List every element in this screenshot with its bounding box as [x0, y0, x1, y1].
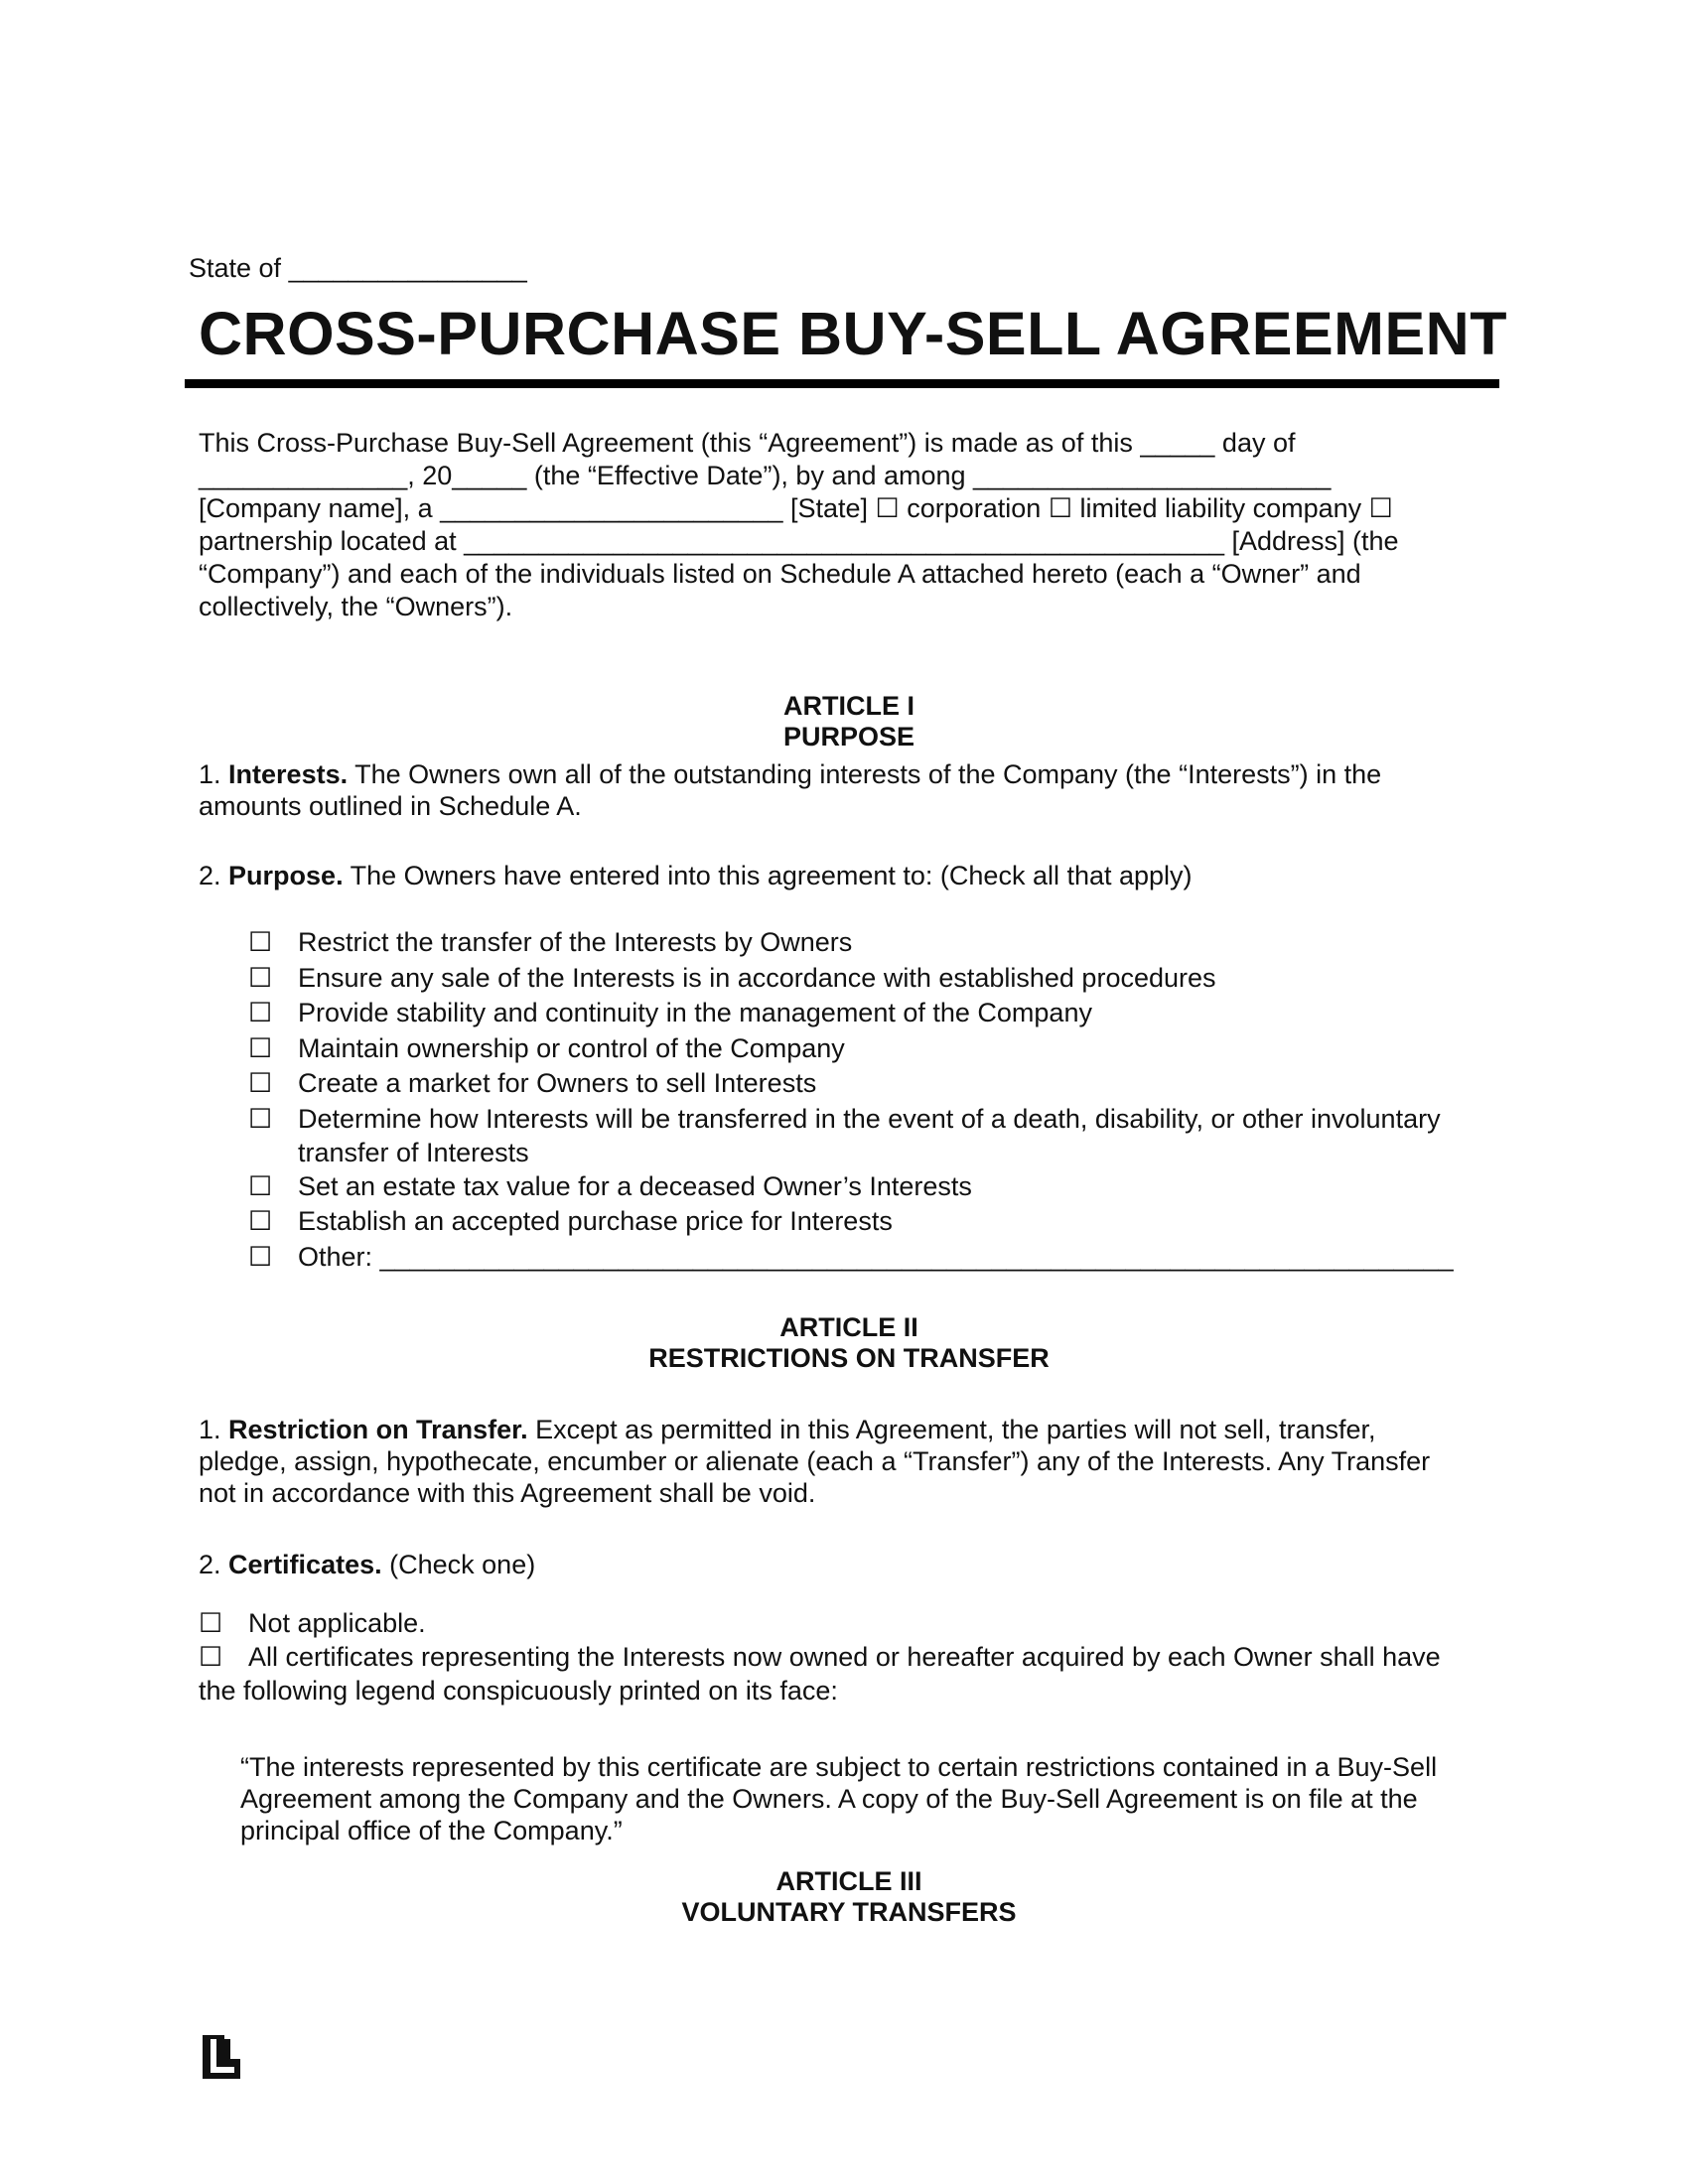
section-text: The Owners have entered into this agreement to: (Check all that apply)	[350, 861, 1193, 890]
intro-line: ______________, 20_____ (the “Effective Date”), by and among ________________________	[199, 461, 1332, 490]
checkbox[interactable]: ☐	[248, 1206, 273, 1236]
article-1-name: PURPOSE	[782, 722, 915, 751]
section-label: Certificates.	[228, 1550, 382, 1579]
checklist-item	[248, 1204, 1499, 1240]
purpose-checklist	[248, 925, 1499, 1275]
checklist-item	[248, 1066, 1499, 1102]
checklist-item	[248, 1169, 1499, 1205]
section-number: 2.	[199, 861, 221, 890]
intro-line: “Company”) and each of the individuals listed on Schedule A attached hereto (each a “Owner” and	[199, 559, 1361, 589]
legend-line: “The interests represented by this certificate are subject to certain restrictions contained in a Buy-Sell	[240, 1752, 1438, 1782]
checklist-item	[248, 1240, 1499, 1276]
checklist-item-label: Restrict the transfer of the Interests by Owners	[298, 927, 853, 957]
checklist-item-label: transfer of Interests	[298, 1137, 529, 1167]
article-3-heading	[199, 1866, 1499, 1928]
article-2-name: RESTRICTIONS ON TRANSFER	[648, 1343, 1050, 1373]
article-2-heading	[199, 1312, 1499, 1374]
checkbox[interactable]: ☐	[199, 1608, 223, 1638]
checklist-item	[248, 961, 1499, 997]
checklist-item-label: Provide stability and continuity in the management of the Company	[298, 998, 1092, 1027]
section-interests	[199, 758, 1499, 822]
section-number: 1.	[199, 1415, 221, 1444]
section-label: Purpose.	[228, 861, 344, 890]
legend-line: Agreement among the Company and the Owners. A copy of the Buy-Sell Agreement is on file at the	[240, 1784, 1418, 1814]
document-title: CROSS-PURCHASE BUY-SELL AGREEMENT	[199, 300, 1507, 367]
intro-line: [Company name], a _______________________ [State] ☐ corporation ☐ limited liability company ☐	[199, 493, 1393, 523]
intro-line: This Cross-Purchase Buy-Sell Agreement (this “Agreement”) is made as of this _____ day of	[199, 428, 1296, 458]
section-text: (Check one)	[389, 1550, 536, 1579]
checklist-item	[248, 1102, 1499, 1169]
certificate-option-legend	[199, 1640, 1499, 1707]
option-label: Not applicable.	[248, 1608, 426, 1638]
checkbox[interactable]: ☐	[248, 962, 273, 993]
checkbox[interactable]: ☐	[248, 1241, 273, 1272]
section-purpose	[199, 860, 1499, 891]
option-label: All certificates representing the Interests now owned or hereafter acquired by each Owner shall have	[248, 1642, 1441, 1672]
article-1-number: ARTICLE I	[783, 691, 914, 721]
checklist-item	[248, 1031, 1499, 1067]
certificate-legend-quote	[240, 1751, 1491, 1846]
legend-line: principal office of the Company.”	[240, 1816, 623, 1845]
title-underline	[185, 379, 1499, 388]
intro-line: partnership located at ___________________________________________________ [Address] (the	[199, 526, 1399, 556]
intro-line: collectively, the “Owners”).	[199, 592, 513, 621]
checkbox[interactable]: ☐	[248, 1068, 273, 1098]
checklist-item-label: Other: ________________________________________________________________________	[298, 1241, 1454, 1272]
checkbox[interactable]: ☐	[248, 1032, 273, 1063]
article-2-number: ARTICLE II	[779, 1312, 918, 1342]
section-text: The Owners own all of the outstanding interests of the Company (the “Interests”) in the	[354, 759, 1382, 789]
section-text: amounts outlined in Schedule A.	[199, 791, 582, 821]
checkbox[interactable]: ☐	[248, 927, 273, 957]
section-restriction-on-transfer	[199, 1414, 1499, 1509]
section-text: pledge, assign, hypothecate, encumber or alienate (each a “Transfer”) any of the Interests. Any Transfer	[199, 1446, 1431, 1476]
certificate-option-not-applicable	[199, 1606, 1499, 1640]
checklist-item	[248, 925, 1499, 961]
checklist-item-label: Determine how Interests will be transferred in the event of a death, disability, or other involuntary	[298, 1103, 1441, 1134]
checkbox[interactable]: ☐	[248, 1170, 273, 1201]
checkbox[interactable]: ☐	[248, 998, 273, 1027]
checklist-item-label: Set an estate tax value for a deceased Owner’s Interests	[298, 1170, 972, 1201]
checkbox[interactable]: ☐	[199, 1642, 223, 1672]
checklist-item-label: Establish an accepted purchase price for Interests	[298, 1206, 893, 1236]
checklist-item	[248, 996, 1499, 1031]
checklist-item-label: Maintain ownership or control of the Company	[298, 1032, 845, 1063]
article-3-name: VOLUNTARY TRANSFERS	[681, 1897, 1017, 1927]
state-line: State of ________________	[189, 253, 527, 283]
article-3-number: ARTICLE III	[775, 1866, 922, 1896]
section-text: not in accordance with this Agreement shall be void.	[199, 1478, 816, 1508]
option-label: the following legend conspicuously printed on its face:	[199, 1676, 838, 1706]
section-certificates	[199, 1549, 1499, 1580]
legal-document-logo-icon	[203, 2035, 240, 2079]
checklist-item-label: Ensure any sale of the Interests is in accordance with established procedures	[298, 962, 1216, 993]
checklist-item-label: Create a market for Owners to sell Interests	[298, 1068, 817, 1098]
section-number: 1.	[199, 759, 221, 789]
section-text: Except as permitted in this Agreement, the parties will not sell, transfer,	[535, 1415, 1376, 1444]
intro-paragraph	[199, 427, 1499, 623]
section-label: Restriction on Transfer.	[228, 1415, 528, 1444]
checkbox[interactable]: ☐	[248, 1103, 273, 1134]
section-label: Interests.	[228, 759, 349, 789]
section-number: 2.	[199, 1550, 221, 1579]
article-1-heading	[199, 691, 1499, 752]
